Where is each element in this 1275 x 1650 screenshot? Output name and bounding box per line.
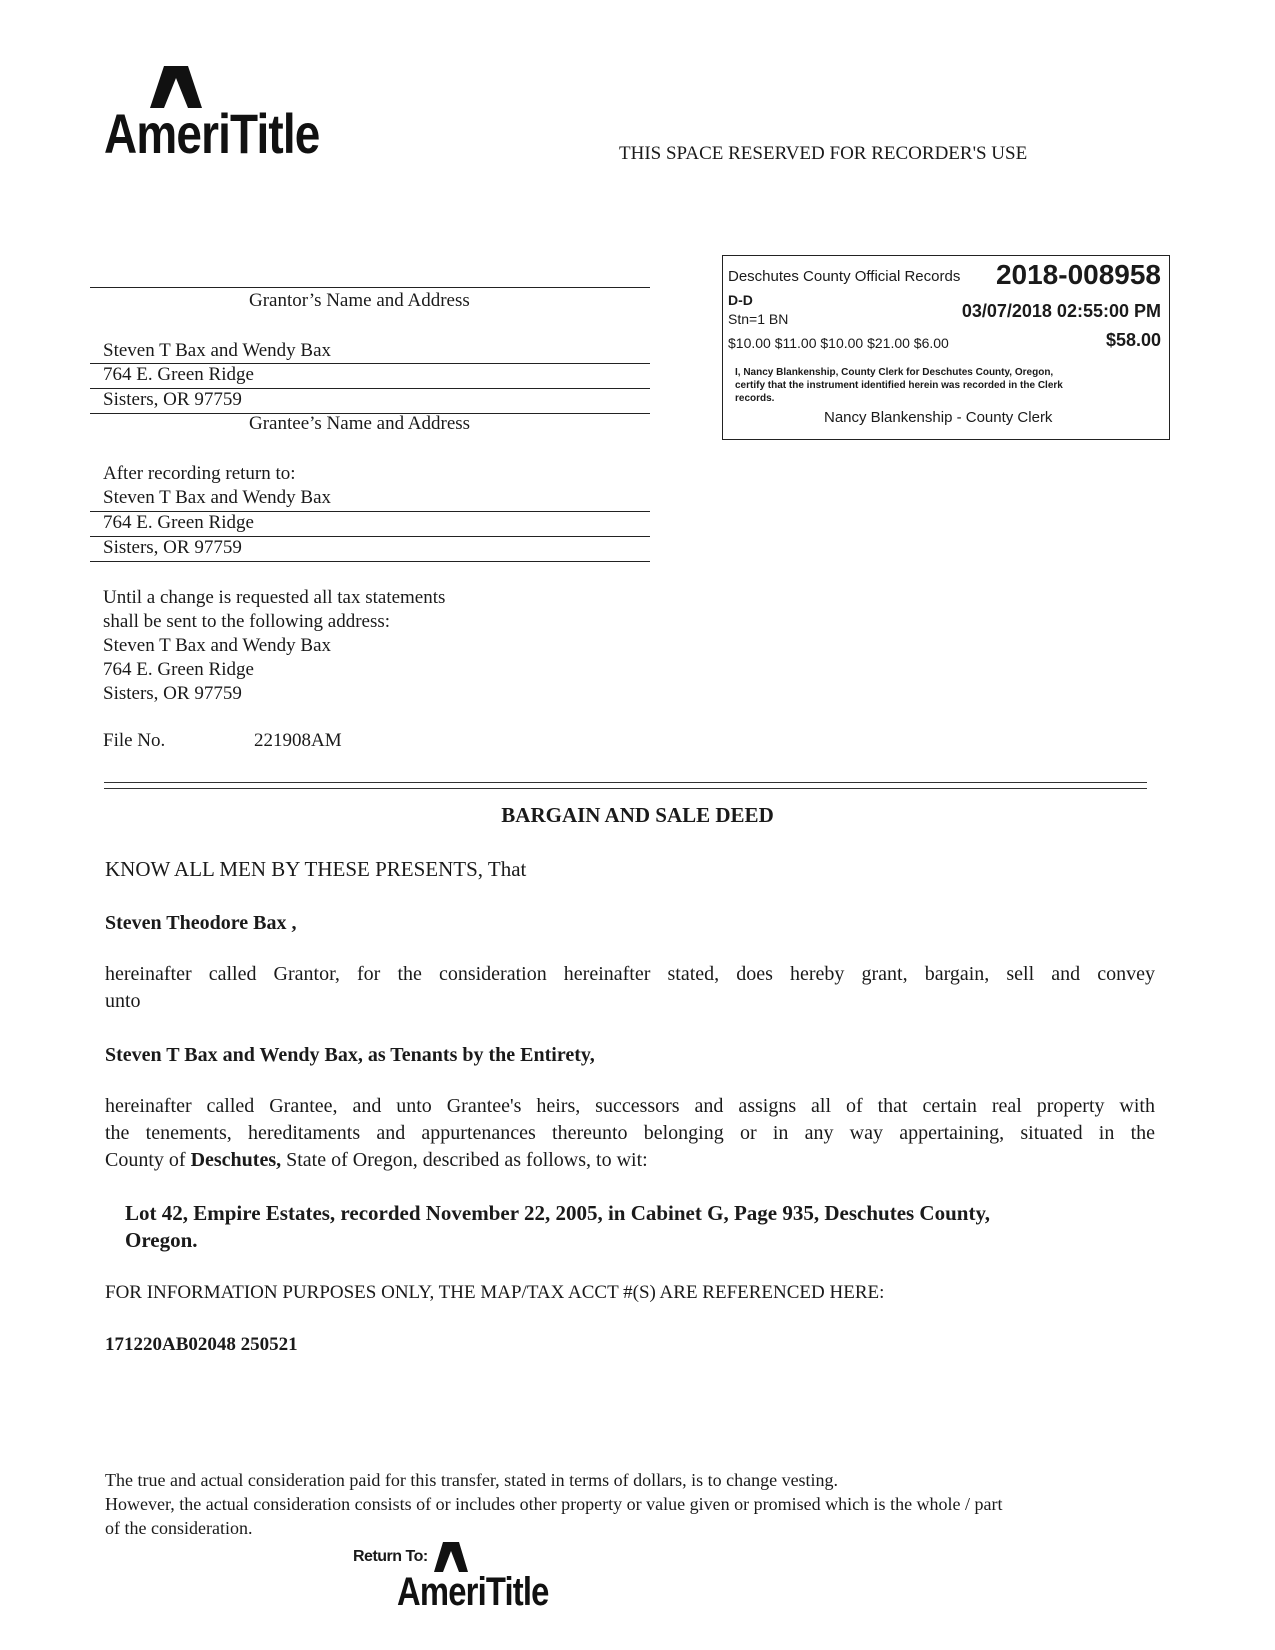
- fee-total: $58.00: [1105, 330, 1161, 350]
- heirs-clause-line-2: the tenements, hereditaments and appurtenances thereunto belonging or in any way appertaining, situated in the: [105, 1122, 1155, 1144]
- station-label: Stn=1 BN: [728, 311, 789, 327]
- legal-description-line-2: Oregon.: [125, 1228, 198, 1252]
- tax-statement-line-1: Until a change is requested all tax statements: [103, 587, 446, 608]
- legal-description-line-1: Lot 42, Empire Estates, recorded November 22, 2005, in Cabinet G, Page 935, Deschutes County,: [125, 1201, 991, 1225]
- map-tax-info: FOR INFORMATION PURPOSES ONLY, THE MAP/TAX ACCT #(S) ARE REFERENCED HERE:: [105, 1282, 885, 1303]
- grantor-street: 764 E. Green Ridge: [103, 364, 254, 385]
- grantor-label: Grantor’s Name and Address: [249, 290, 470, 311]
- recording-stamp: [722, 255, 1170, 440]
- certify-text-3: records.: [735, 393, 775, 404]
- return-to-label: After recording return to:: [103, 463, 296, 484]
- county-suffix: State of Oregon, described as follows, to wit:: [281, 1149, 648, 1171]
- rule: [90, 561, 650, 562]
- grantee-label: Grantee’s Name and Address: [249, 413, 471, 434]
- consideration-line-1: The true and actual consideration paid for this transfer, stated in terms of dollars, is to change vesting.: [105, 1470, 839, 1490]
- fee-list: $10.00 $11.00 $10.00 $21.00 $6.00: [728, 335, 949, 351]
- certify-text-1: I, Nancy Blankenship, County Clerk for Deschutes County, Oregon,: [735, 367, 1054, 378]
- tax-statement-street: 764 E. Green Ridge: [103, 659, 254, 680]
- tax-statement-city: Sisters, OR 97759: [103, 683, 242, 704]
- footer-return-label: Return To:: [353, 1548, 428, 1565]
- deed-grantor-name: Steven Theodore Bax ,: [105, 912, 297, 934]
- clerk-signature: Nancy Blankenship - County Clerk: [824, 409, 1053, 426]
- ameritile-logo-icon: [434, 1542, 468, 1572]
- grant-clause-line-2: unto: [105, 990, 141, 1012]
- record-number: 2018-008958: [995, 259, 1161, 290]
- tax-account-numbers: 171220AB02048 250521: [105, 1334, 298, 1355]
- heirs-clause-line-3: [105, 1147, 648, 1173]
- official-records-label: Deschutes County Official Records: [728, 268, 961, 285]
- county-prefix: County of: [105, 1149, 191, 1171]
- tax-statement-name: Steven T Bax and Wendy Bax: [103, 635, 332, 656]
- file-number: 221908AM: [254, 730, 342, 751]
- record-datetime: 03/07/2018 02:55:00 PM: [961, 301, 1161, 321]
- return-to-street: 764 E. Green Ridge: [103, 512, 254, 533]
- grantor-city: Sisters, OR 97759: [103, 389, 242, 410]
- grantor-name: Steven T Bax and Wendy Bax: [103, 340, 332, 361]
- file-number-label: File No.: [103, 730, 166, 751]
- certify-text-2: certify that the instrument identified herein was recorded in the Clerk: [735, 380, 1063, 391]
- deed-title: BARGAIN AND SALE DEED: [501, 803, 774, 827]
- footer-logo-text: AmeriTitle: [397, 1570, 549, 1614]
- consideration-line-3: of the consideration.: [105, 1518, 253, 1538]
- document-code: D-D: [728, 292, 753, 308]
- return-to-city: Sisters, OR 97759: [103, 537, 242, 558]
- county-name: Deschutes,: [190, 1149, 282, 1171]
- grantor-top-rule: [90, 287, 650, 288]
- recorder-space-label: THIS SPACE RESERVED FOR RECORDER'S USE: [619, 143, 1028, 164]
- grant-clause-line-1: hereinafter called Grantor, for the consideration hereinafter stated, does hereby grant, bargain, sell and convey: [105, 963, 1155, 985]
- deed-grantee-name: Steven T Bax and Wendy Bax, as Tenants by the Entirety,: [105, 1044, 595, 1066]
- heirs-clause-line-1: hereinafter called Grantee, and unto Grantee's heirs, successors and assigns all of that certain real property with: [105, 1095, 1155, 1117]
- consideration-line-2: However, the actual consideration consists of or includes other property or value given or promised which is the whole / part: [105, 1494, 1003, 1514]
- tax-statement-line-2: shall be sent to the following address:: [103, 611, 391, 632]
- logo-text: AmeriTitle: [104, 102, 320, 165]
- return-to-name: Steven T Bax and Wendy Bax: [103, 487, 332, 508]
- section-divider: [104, 782, 1147, 789]
- deed-intro: KNOW ALL MEN BY THESE PRESENTS, That: [105, 857, 527, 881]
